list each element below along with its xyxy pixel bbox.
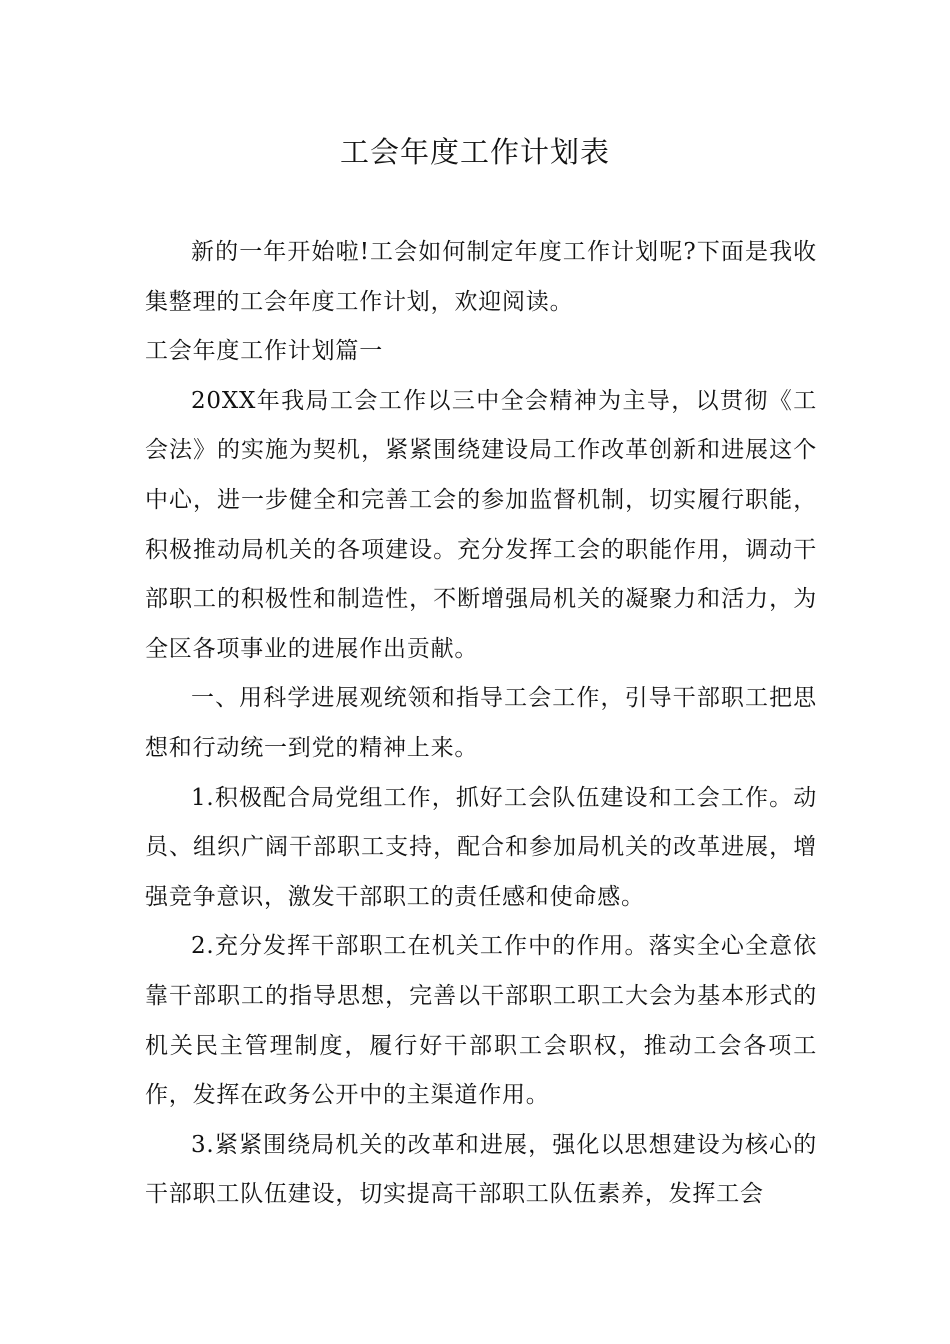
paragraph-overview: 20XX年我局工会工作以三中全会精神为主导，以贯彻《工会法》的实施为契机，紧紧围绕建设局工作改革创新和进展这个中心，进一步健全和完善工会的参加监督机制，切实履行职能，积极推动局机关的各项建设。充分发挥工会的职能作用，调动干部职工的积极性和制造性，不断增强局机关的凝聚力和活力，为全区各项事业的进展作出贡献。: [145, 387, 817, 662]
paragraph-item-2: 2.充分发挥干部职工在机关工作中的作用。落实全心全意依靠干部职工的指导思想，完善以干部职工职工大会为基本形式的机关民主管理制度，履行好干部职工会职权，推动工会各项工作，发挥在政务公开中的主渠道作用。: [145, 933, 817, 1109]
paragraph-point-one: 一、用科学进展观统领和指导工会工作，引导干部职工把思想和行动统一到党的精神上来。: [145, 685, 817, 761]
paragraph-item-1: 1.积极配合局党组工作，抓好工会队伍建设和工会工作。动员、组织广阔干部职工支持，配合和参加局机关的改革进展，增强竞争意识，激发干部职工的责任感和使命感。: [145, 784, 817, 910]
document-body: [145, 228, 817, 1220]
section-heading: 工会年度工作计划篇一: [145, 338, 383, 365]
paragraph-item-3: 3.紧紧围绕局机关的改革和进展，强化以思想建设为核心的干部职工队伍建设，切实提高干部职工队伍素养，发挥工会: [145, 1131, 817, 1208]
paragraph-intro: 新的一年开始啦!工会如何制定年度工作计划呢?下面是我收集整理的工会年度工作计划，欢迎阅读。: [145, 239, 817, 315]
document-title: 工会年度工作计划表: [339, 135, 610, 169]
